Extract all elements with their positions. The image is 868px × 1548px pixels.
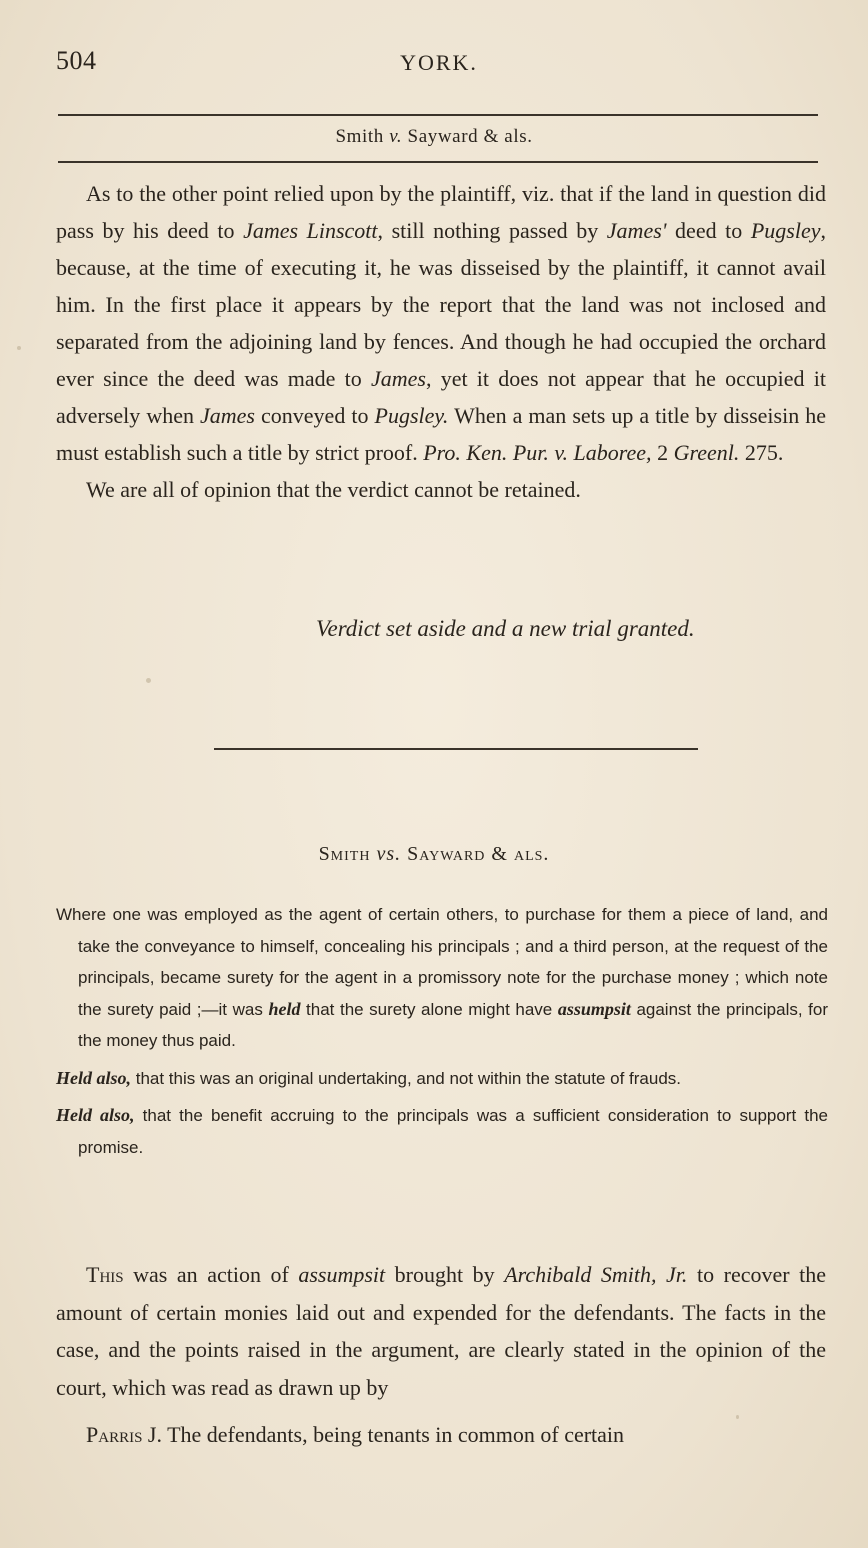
header-rule-top [58, 114, 818, 116]
opinion-continued [56, 175, 826, 508]
opinion-start: Parris J. The defendants, being tenants in common of certain [86, 1422, 625, 1447]
headnotes [56, 899, 828, 1169]
header-rule-bottom [58, 161, 818, 163]
case-statement [56, 1256, 826, 1454]
case-title: Smith vs. Sayward & als. [318, 843, 550, 865]
paper-speck [146, 678, 151, 683]
headnote-3: Held also, that the benefit accruing to the principals was a sufficient consideration to support the promise. [56, 1105, 828, 1157]
headnote-1: Where one was employed as the agent of certain others, to purchase for them a piece of land, and take the conveyance to himself, concealing his principals ; and a third person, at the request of the principals, became surety for the agent in a promissory note for the purchase money ; which note the surety paid ;—it was held that the surety alone might have assumpsit against the principals, for the money thus paid. [56, 905, 829, 1050]
case-header: Smith v. Sayward & als. [335, 126, 533, 147]
conclusion-paragraph: We are all of opinion that the verdict cannot be retained. [86, 477, 581, 502]
paper-speck [736, 1415, 739, 1419]
judgment-line: Verdict set aside and a new trial granted. [316, 616, 695, 641]
headnote-2: Held also, that this was an original undertaking, and not within the statute of frauds. [56, 1067, 682, 1088]
running-title: YORK. [400, 50, 478, 75]
running-head [56, 46, 822, 86]
opinion-paragraph: As to the other point relied upon by the plaintiff, viz. that if the land in question did pass by his deed to James Linscott, still nothing passed by James' deed to Pugsley, because, at the time of executing it, he was disseised by the plaintiff, it cannot avail him. In the first place it appears by the report that the land was not inclosed and separated from the adjoining land by fences. And though he had occupied the orchard ever since the deed was made to James, yet it does not appear that he occupied it adversely when James conveyed to Pugsley. When a man sets up a title by disseisin he must establish such a title by strict proof. Pro. Ken. Pur. v. Laboree, 2 Greenl. 275. [56, 181, 827, 465]
section-divider [214, 748, 698, 750]
statement-paragraph: This was an action of assumpsit brought by Archibald Smith, Jr. to recover the amount of certain monies laid out and expended for the defendants. The facts in the case, and the points raised in the argument, are clearly stated in the opinion of the court, which was read as drawn up by [56, 1262, 826, 1400]
paper-speck [17, 346, 21, 350]
page-number: 504 [56, 46, 97, 75]
